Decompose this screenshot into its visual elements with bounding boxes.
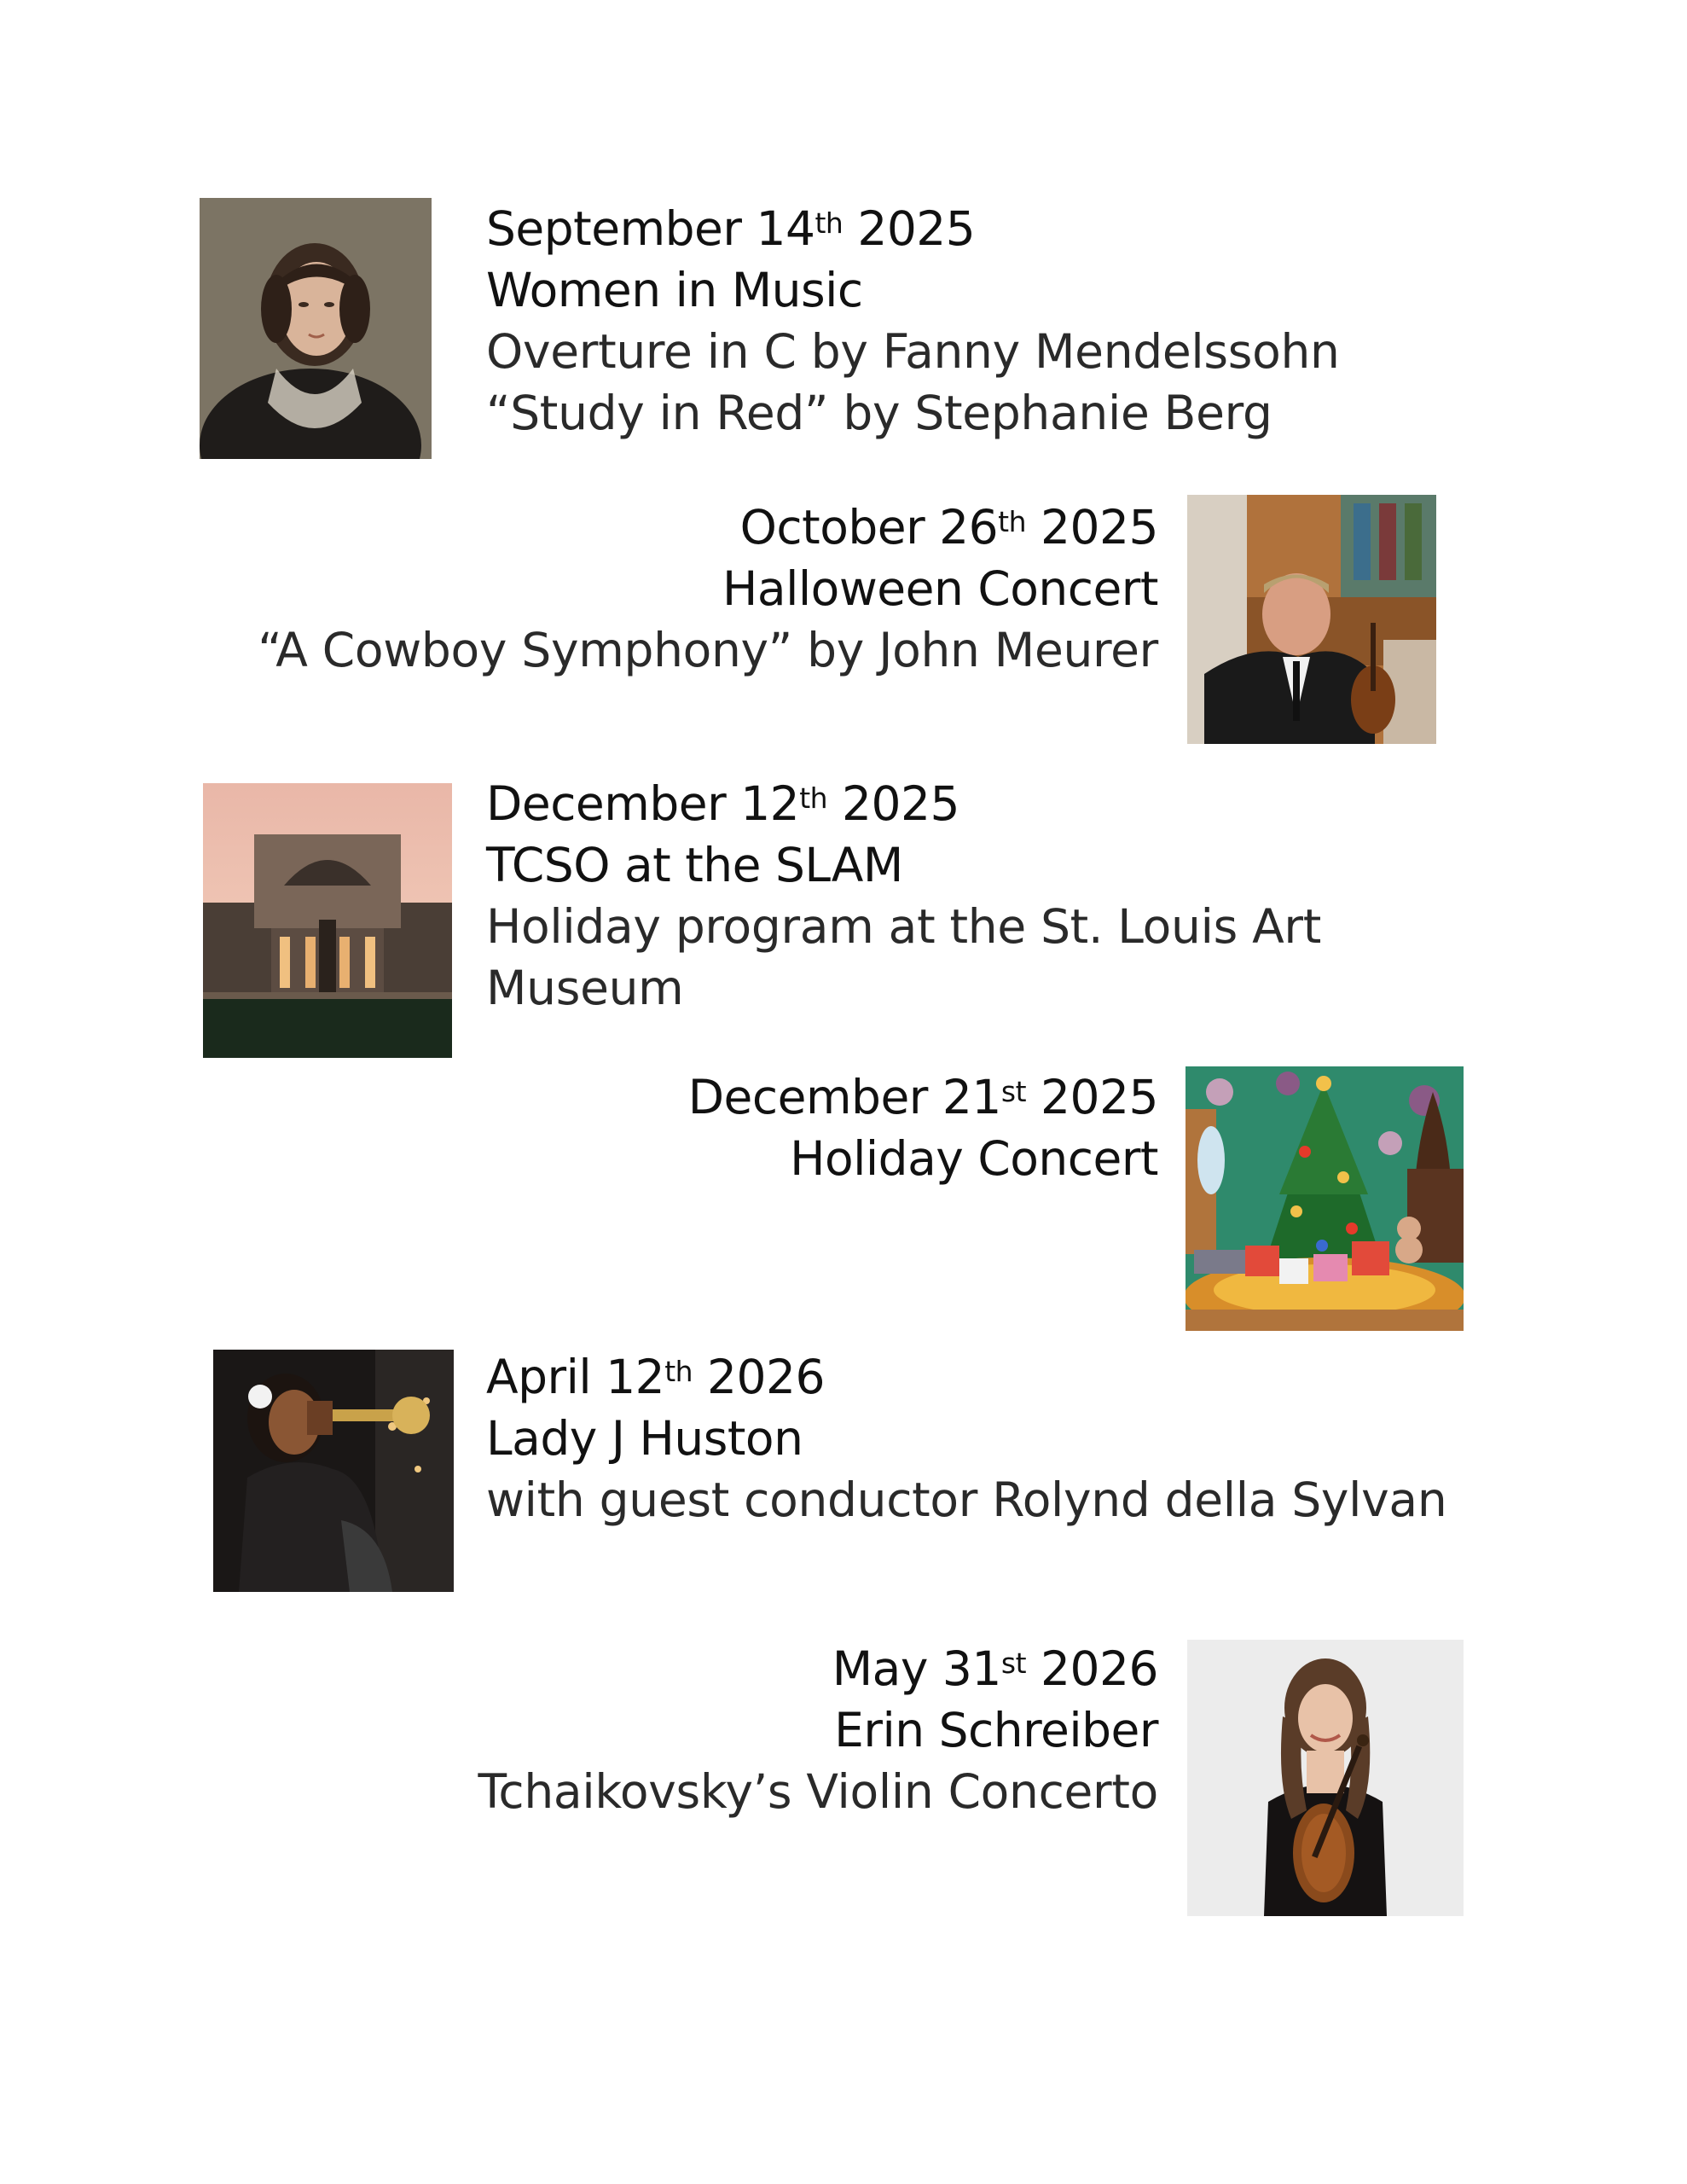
event-detail: with guest conductor Rolynd della Sylvan bbox=[486, 1472, 1447, 1527]
event-date: April 12th 2026 bbox=[486, 1350, 826, 1404]
event-title: Lady J Huston bbox=[486, 1411, 803, 1466]
event-title: Erin Schreiber bbox=[834, 1703, 1158, 1757]
event-title: TCSO at the SLAM bbox=[486, 838, 903, 892]
event-date: September 14th 2025 bbox=[486, 201, 976, 256]
trumpet-player-photo bbox=[213, 1350, 454, 1592]
art-museum-photo bbox=[203, 783, 452, 1058]
violinist-photo bbox=[1187, 1640, 1464, 1916]
event-detail: “A Cowboy Symphony” by John Meurer bbox=[258, 623, 1158, 677]
event-detail: Holiday program at the St. Louis Art Museum bbox=[486, 899, 1322, 1015]
event-detail: Tchaikovsky’s Violin Concerto bbox=[478, 1764, 1158, 1819]
event-detail: Overture in C by Fanny Mendelssohn bbox=[486, 324, 1340, 379]
event-date: December 12th 2025 bbox=[486, 776, 960, 831]
event-detail: “Study in Red” by Stephanie Berg bbox=[486, 386, 1272, 440]
event-date: October 26th 2025 bbox=[739, 500, 1158, 555]
christmas-tree-illustration bbox=[1186, 1066, 1464, 1331]
event-title: Women in Music bbox=[486, 263, 863, 317]
event-date: December 21st 2025 bbox=[687, 1070, 1158, 1124]
fanny-mendelssohn-portrait bbox=[200, 198, 432, 459]
event-title: Halloween Concert bbox=[722, 561, 1158, 616]
john-meurer-photo bbox=[1187, 495, 1436, 744]
event-title: Holiday Concert bbox=[790, 1131, 1158, 1186]
event-date: May 31st 2026 bbox=[832, 1641, 1158, 1696]
